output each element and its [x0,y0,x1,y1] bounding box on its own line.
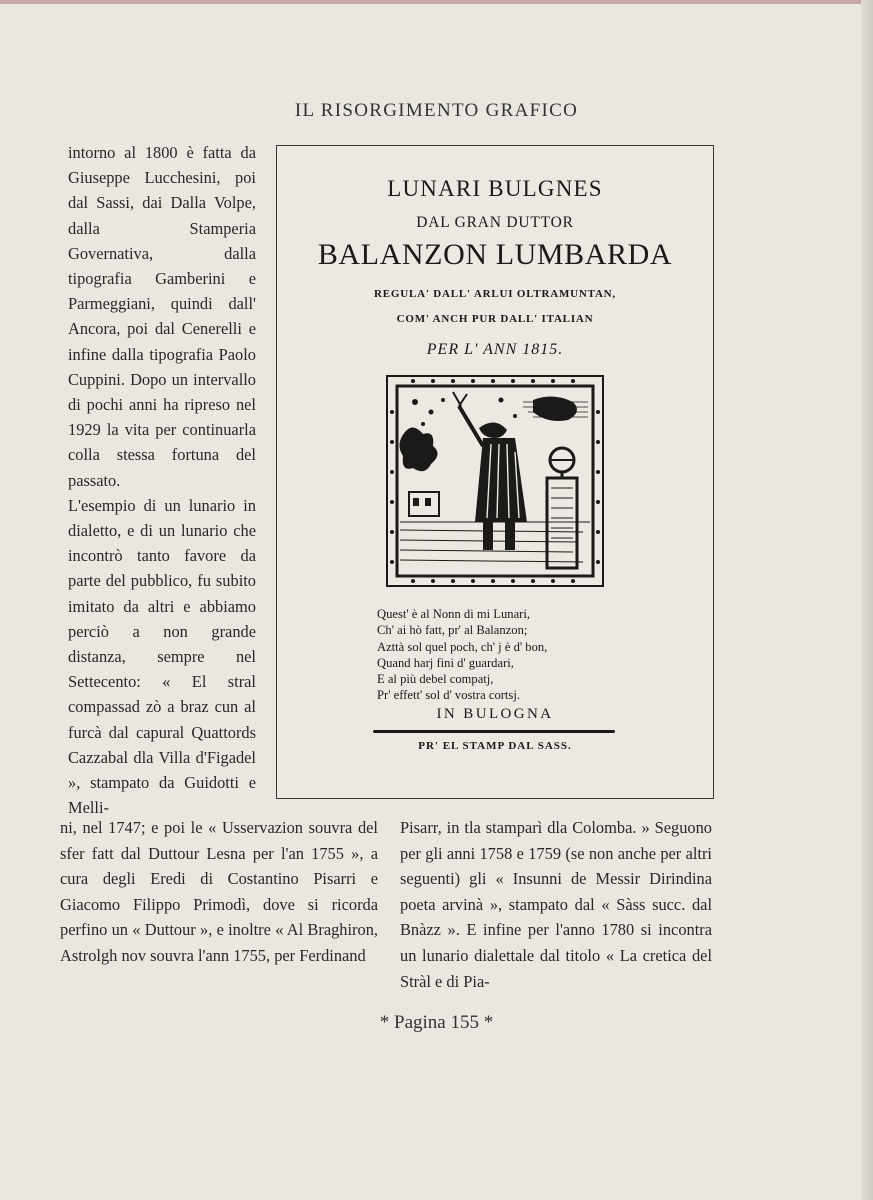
verse-line: Quand harj fini d' guardari, [377,655,514,670]
facsimile-subtitle-line-1: REGULA' DALL' ARLUI OLTRAMUNTAN, [374,288,616,300]
facsimile-subtitle-line-2: COM' ANCH PUR DALL' ITALIAN [396,313,594,325]
verse-line: Quest' è al Nonn di mi Lunari, [377,607,531,621]
facsimile-year-line: PER L' ANN 1815. [426,341,564,358]
facsimile-title-line-1: LUNARI BULGNES [387,176,603,201]
bottom-left-column [60,815,378,969]
bottom-left-paragraph: ni, nel 1747; e poi le « Usservazion souvra del sfer fatt dal Duttour Lesna per l'an 1755 », a cura degli Eredi di Costantino Pisarri e Giacomo Filippo Primodì, dove si ricorda perfino un « Duttour », e inoltre « Al Braghiron, Astrolgh nov souvra l'ann 1755, per Ferdinand [60,818,378,965]
facsimile-rule [373,730,615,733]
facsimile-title-line-3: BALANZON LUMBARDA [317,238,673,271]
running-head: IL RISORGIMENTO GRAFICO [294,100,579,121]
verse-line: Azttà sol quel poch, ch' j è d' bon, [377,639,548,654]
facsimile-verse [377,606,677,704]
facsimile-imprint: IN BULOGNA [436,706,554,722]
verse-line: E al più debel compatj, [377,672,494,687]
bottom-right-column [400,815,712,994]
title-page-facsimile [276,145,714,799]
page-edge-top [0,0,873,4]
woodcut-illustration [383,372,607,590]
left-paragraph-1: intorno al 1800 è fatta da Giuseppe Lucchesini, poi dal Sassi, dai Dalla Volpe, dalla Stamperia Governativa, dalla tipografia Gamberini e Parmeggiani, quindi dall' Ancora, poi dal Cenerelli e infine dalla tipografia Paolo Cuppini. Dopo un intervallo di pochi anni ha ripreso nel 1929 la vita per continuarla colla stessa fortuna del passato. [68,143,256,490]
page-number: * Pagina 155 * [379,1012,494,1033]
left-column [68,140,256,820]
verse-line: Ch' ai hò fatt, pr' al Balanzon; [377,623,528,638]
facsimile-title-line-2: DAL GRAN DUTTOR [416,214,574,231]
bottom-right-paragraph: Pisarr, in tla stamparì dla Colomba. » Seguono per gli anni 1758 e 1759 (se non anche per altri seguenti) gli « Insunni de Messir Dirindina poeta arvinà », stampato dal « Sàss succ. dal Bnàzz ». E infine per l'anno 1780 si incontra un lunario dialettale dal titolo « La cretica del Stràl e di Pia- [400,818,712,991]
left-paragraph-2: L'esempio di un lunario in dialetto, e di un lunario che incontrò tanto favore da parte del pubblico, fu subito imitato da altri e abbiamo perciò a non grande distanza, sempre nel Settecento: « El stral compassad zò a braz cun al furcà dal capural Quattords Cazzabal dla Villa d'Figadel », stampato da Guidotti e Melli- [68,495,256,818]
verse-line: Pr' effett' sol d' vostra cortsj. [377,688,520,703]
facsimile-printer: PR' EL STAMP DAL SASS. [418,740,572,752]
